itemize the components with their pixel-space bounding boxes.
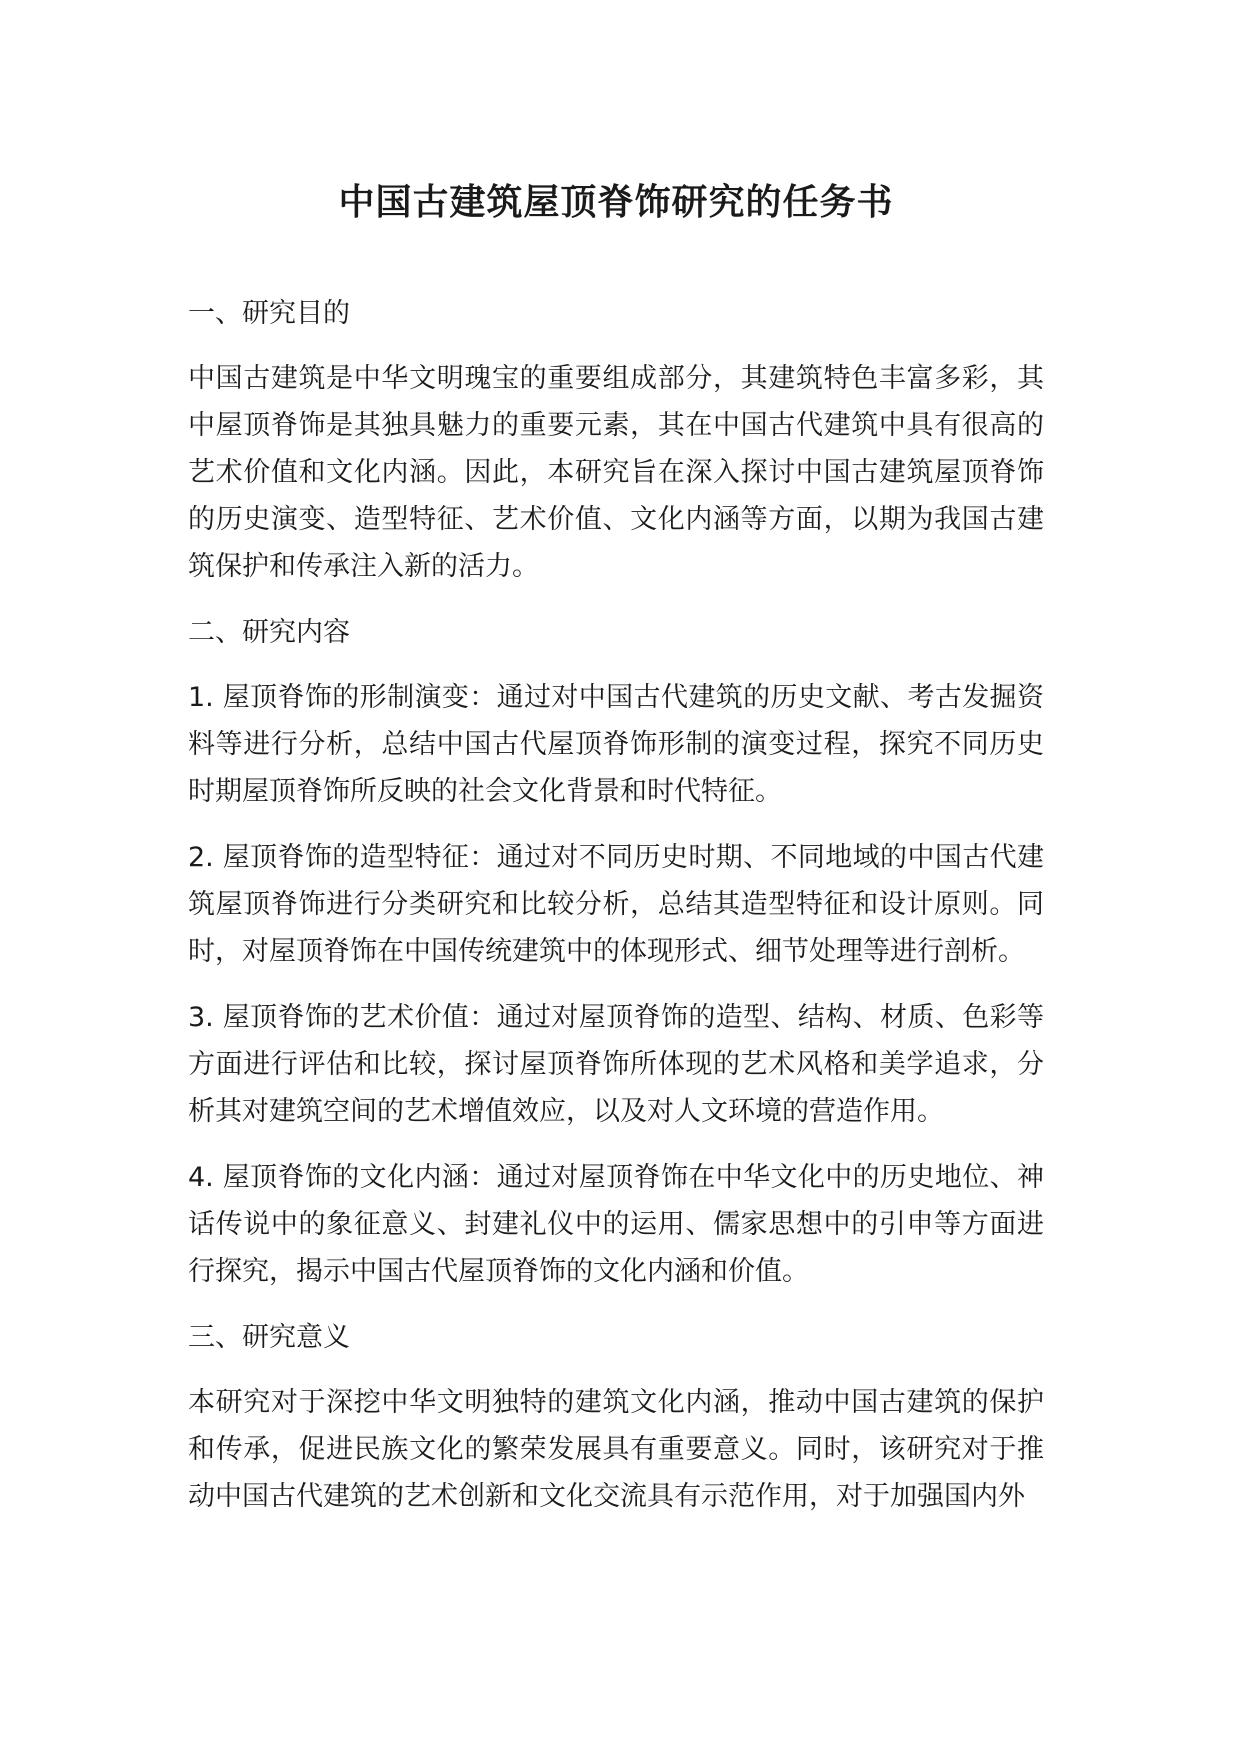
list-item: 3. 屋顶脊饰的艺术价值：通过对屋顶脊饰的造型、结构、材质、色彩等方面进行评估和比较，探讨屋顶脊饰所体现的艺术风格和美学追求，分析其对建筑空间的艺术增值效应，以及对人文环境的营造作用。 bbox=[188, 1002, 1044, 1127]
section-content bbox=[188, 609, 1044, 1295]
section-heading: 二、研究内容 bbox=[188, 617, 350, 648]
paragraph: 中国古建筑是中华文明瑰宝的重要组成部分，其建筑特色丰富多彩，其中屋顶脊饰是其独具魅力的重要元素，其在中国古代建筑中具有很高的艺术价值和文化内涵。因此，本研究旨在深入探讨中国古建筑屋顶脊饰的历史演变、造型特征、艺术价值、文化内涵等方面，以期为我国古建筑保护和传承注入新的活力。 bbox=[188, 363, 1044, 582]
section-heading: 一、研究目的 bbox=[188, 298, 350, 329]
section-purpose bbox=[188, 290, 1044, 590]
section-heading: 三、研究意义 bbox=[188, 1322, 350, 1353]
list-item: 2. 屋顶脊饰的造型特征：通过对不同历史时期、不同地域的中国古代建筑屋顶脊饰进行分类研究和比较分析，总结其造型特征和设计原则。同时，对屋顶脊饰在中国传统建筑中的体现形式、细节处理等进行剖析。 bbox=[188, 842, 1044, 967]
document-title: 中国古建筑屋顶脊饰研究的任务书 bbox=[338, 182, 894, 223]
list-item: 4. 屋顶脊饰的文化内涵：通过对屋顶脊饰在中华文化中的历史地位、神话传说中的象征意义、封建礼仪中的运用、儒家思想中的引申等方面进行探究，揭示中国古代屋顶脊饰的文化内涵和价值。 bbox=[188, 1162, 1044, 1287]
paragraph: 本研究对于深挖中华文明独特的建筑文化内涵，推动中国古建筑的保护和传承，促进民族文化的繁荣发展具有重要意义。同时，该研究对于推动中国古代建筑的艺术创新和文化交流具有示范作用，对于加强国内外 bbox=[188, 1387, 1044, 1512]
document-body bbox=[188, 290, 1044, 1539]
list-item: 1. 屋顶脊饰的形制演变：通过对中国古代建筑的历史文献、考古发掘资料等进行分析，总结中国古代屋顶脊饰形制的演变过程，探究不同历史时期屋顶脊饰所反映的社会文化背景和时代特征。 bbox=[188, 682, 1044, 807]
section-significance bbox=[188, 1314, 1044, 1520]
